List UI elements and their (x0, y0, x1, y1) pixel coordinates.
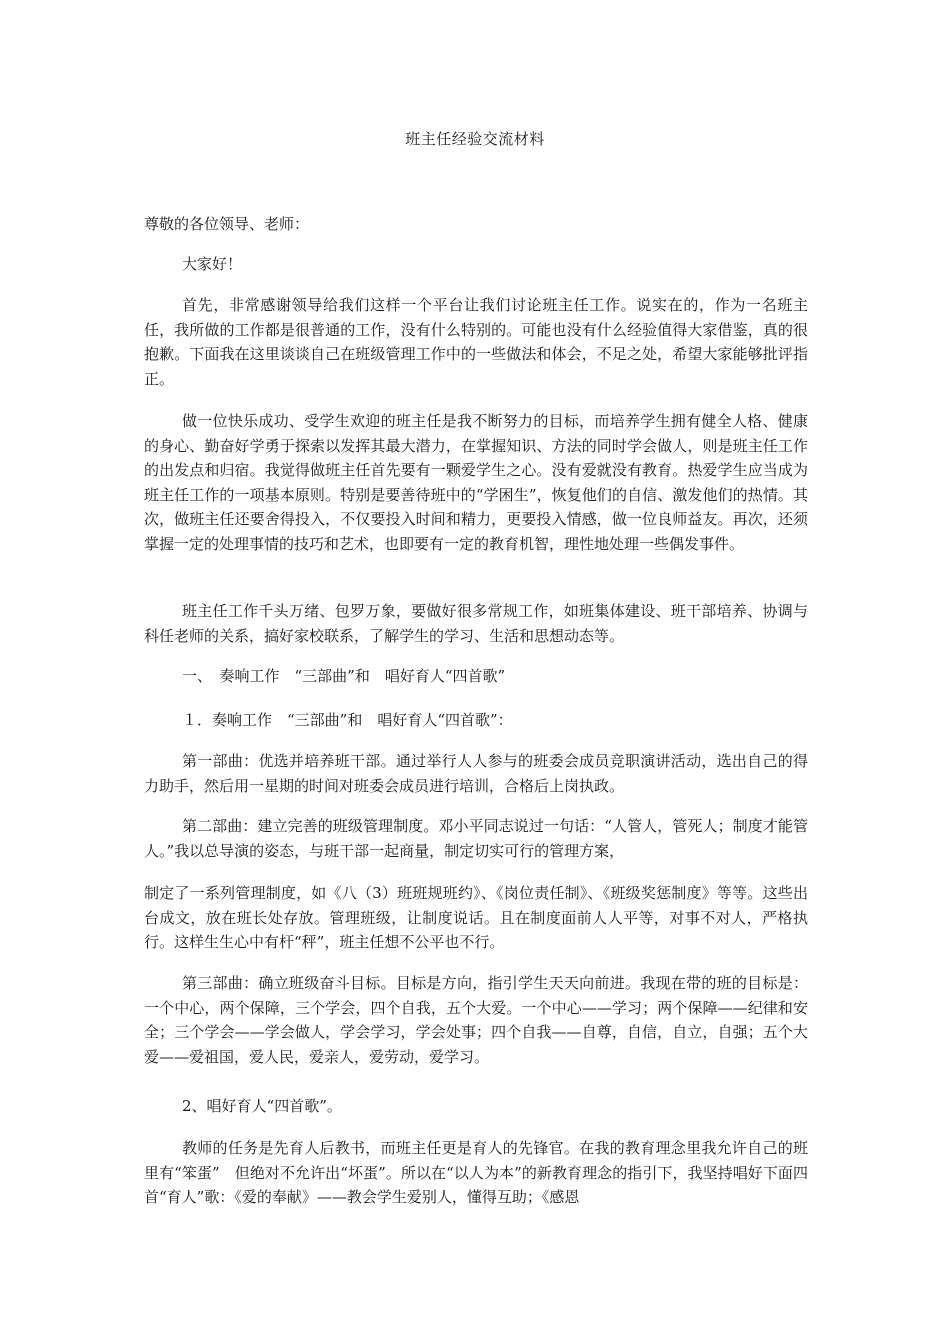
section-heading-1: 一、 奏响工作 “三部曲”和 唱好育人“四首歌” (182, 667, 506, 685)
paragraph-step-1: 第一部曲：优选并培养班干部。通过举行人人参与的班委会成员竞职演讲活动，选出自己的得力助手，然后用一星期的时间对班委会成员进行培训，合格后上岗执政。 (144, 752, 808, 795)
paragraph-step-2: 第二部曲：建立完善的班级管理制度。邓小平同志说过一句话：“人管人，管死人；制度才能管人。”我以总导演的姿态，与班干部一起商量，制定切实可行的管理方案， (144, 817, 808, 860)
paragraph-goal: 做一位快乐成功、受学生欢迎的班主任是我不断努力的目标，而培养学生拥有健全人格、健康的身心、勤奋好学勇于探索以发挥其最大潜力，在掌握知识、方法的同时学会做人，则是班主任工作的出发点和归宿。我觉得做班主任首先要有一颗爱学生之心。没有爱就没有教育。热爱学生应当成为班主任工作的一项基本原则。特别是要善待班中的“学困生”，恢复他们的自信、激发他们的热情。其次，做班主任还要舍得投入，不仅要投入时间和精力，更要投入情感，做一位良师益友。再次，还须掌握一定的处理事情的技巧和艺术，也即要有一定的教育机智，理性地处理一些偶发事件。 (144, 412, 808, 553)
salutation: 尊敬的各位领导、老师： (144, 215, 310, 233)
subsection-heading-1: １．奏响工作 “三部曲”和 唱好育人“四首歌”： (182, 711, 513, 729)
paragraph-intro: 首先，非常感谢领导给我们这样一个平台让我们讨论班主任工作。说实在的，作为一名班主任，我所做的工作都是很普通的工作，没有什么特别的。可能也没有什么经验值得大家借鉴，真的很抱歉。下面我在这里谈谈自己在班级管理工作中的一些做法和体会，不足之处，希望大家能够批评指正。 (144, 296, 808, 388)
document-title: 班主任经验交流材料 (405, 130, 545, 148)
subsection-heading-2: 2、唱好育人“四首歌”。 (182, 1097, 342, 1115)
paragraph-step-2-continued: 制定了一系列管理制度，如《八（3）班班规班约》、《岗位责任制》、《班级奖惩制度》等等。这些出台成文，放在班长处存放。管理班级，让制度说话。且在制度面前人人平等，对事不对人，严格执行。这样生生心中有杆“秤”，班主任想不公平也不行。 (144, 884, 808, 951)
paragraph-routine: 班主任工作千头万绪、包罗万象，要做好很多常规工作，如班集体建设、班干部培养、协调与科任老师的关系，搞好家校联系，了解学生的学习、生活和思想动态等。 (144, 602, 808, 645)
greeting: 大家好！ (182, 255, 243, 273)
paragraph-education: 教师的任务是先育人后教书，而班主任更是育人的先锋官。在我的教育理念里我允许自己的班里有“笨蛋” 但绝对不允许出“坏蛋”。所以在“以人为本”的新教育理念的指引下，我坚持唱好下面四首“育人”歌：《爱的奉献》——教会学生爱别人，懂得互助；《感恩 (144, 1139, 808, 1206)
paragraph-step-3: 第三部曲：确立班级奋斗目标。目标是方向，指引学生天天向前进。我现在带的班的目标是：一个中心，两个保障，三个学会，四个自我，五个大爱。一个中心——学习；两个保障——纪律和安全；三个学会——学会做人，学会学习，学会处事；四个自我——自尊，自信，自立，自强；五个大爱——爱祖国，爱人民，爱亲人，爱劳动，爱学习。 (144, 974, 808, 1066)
